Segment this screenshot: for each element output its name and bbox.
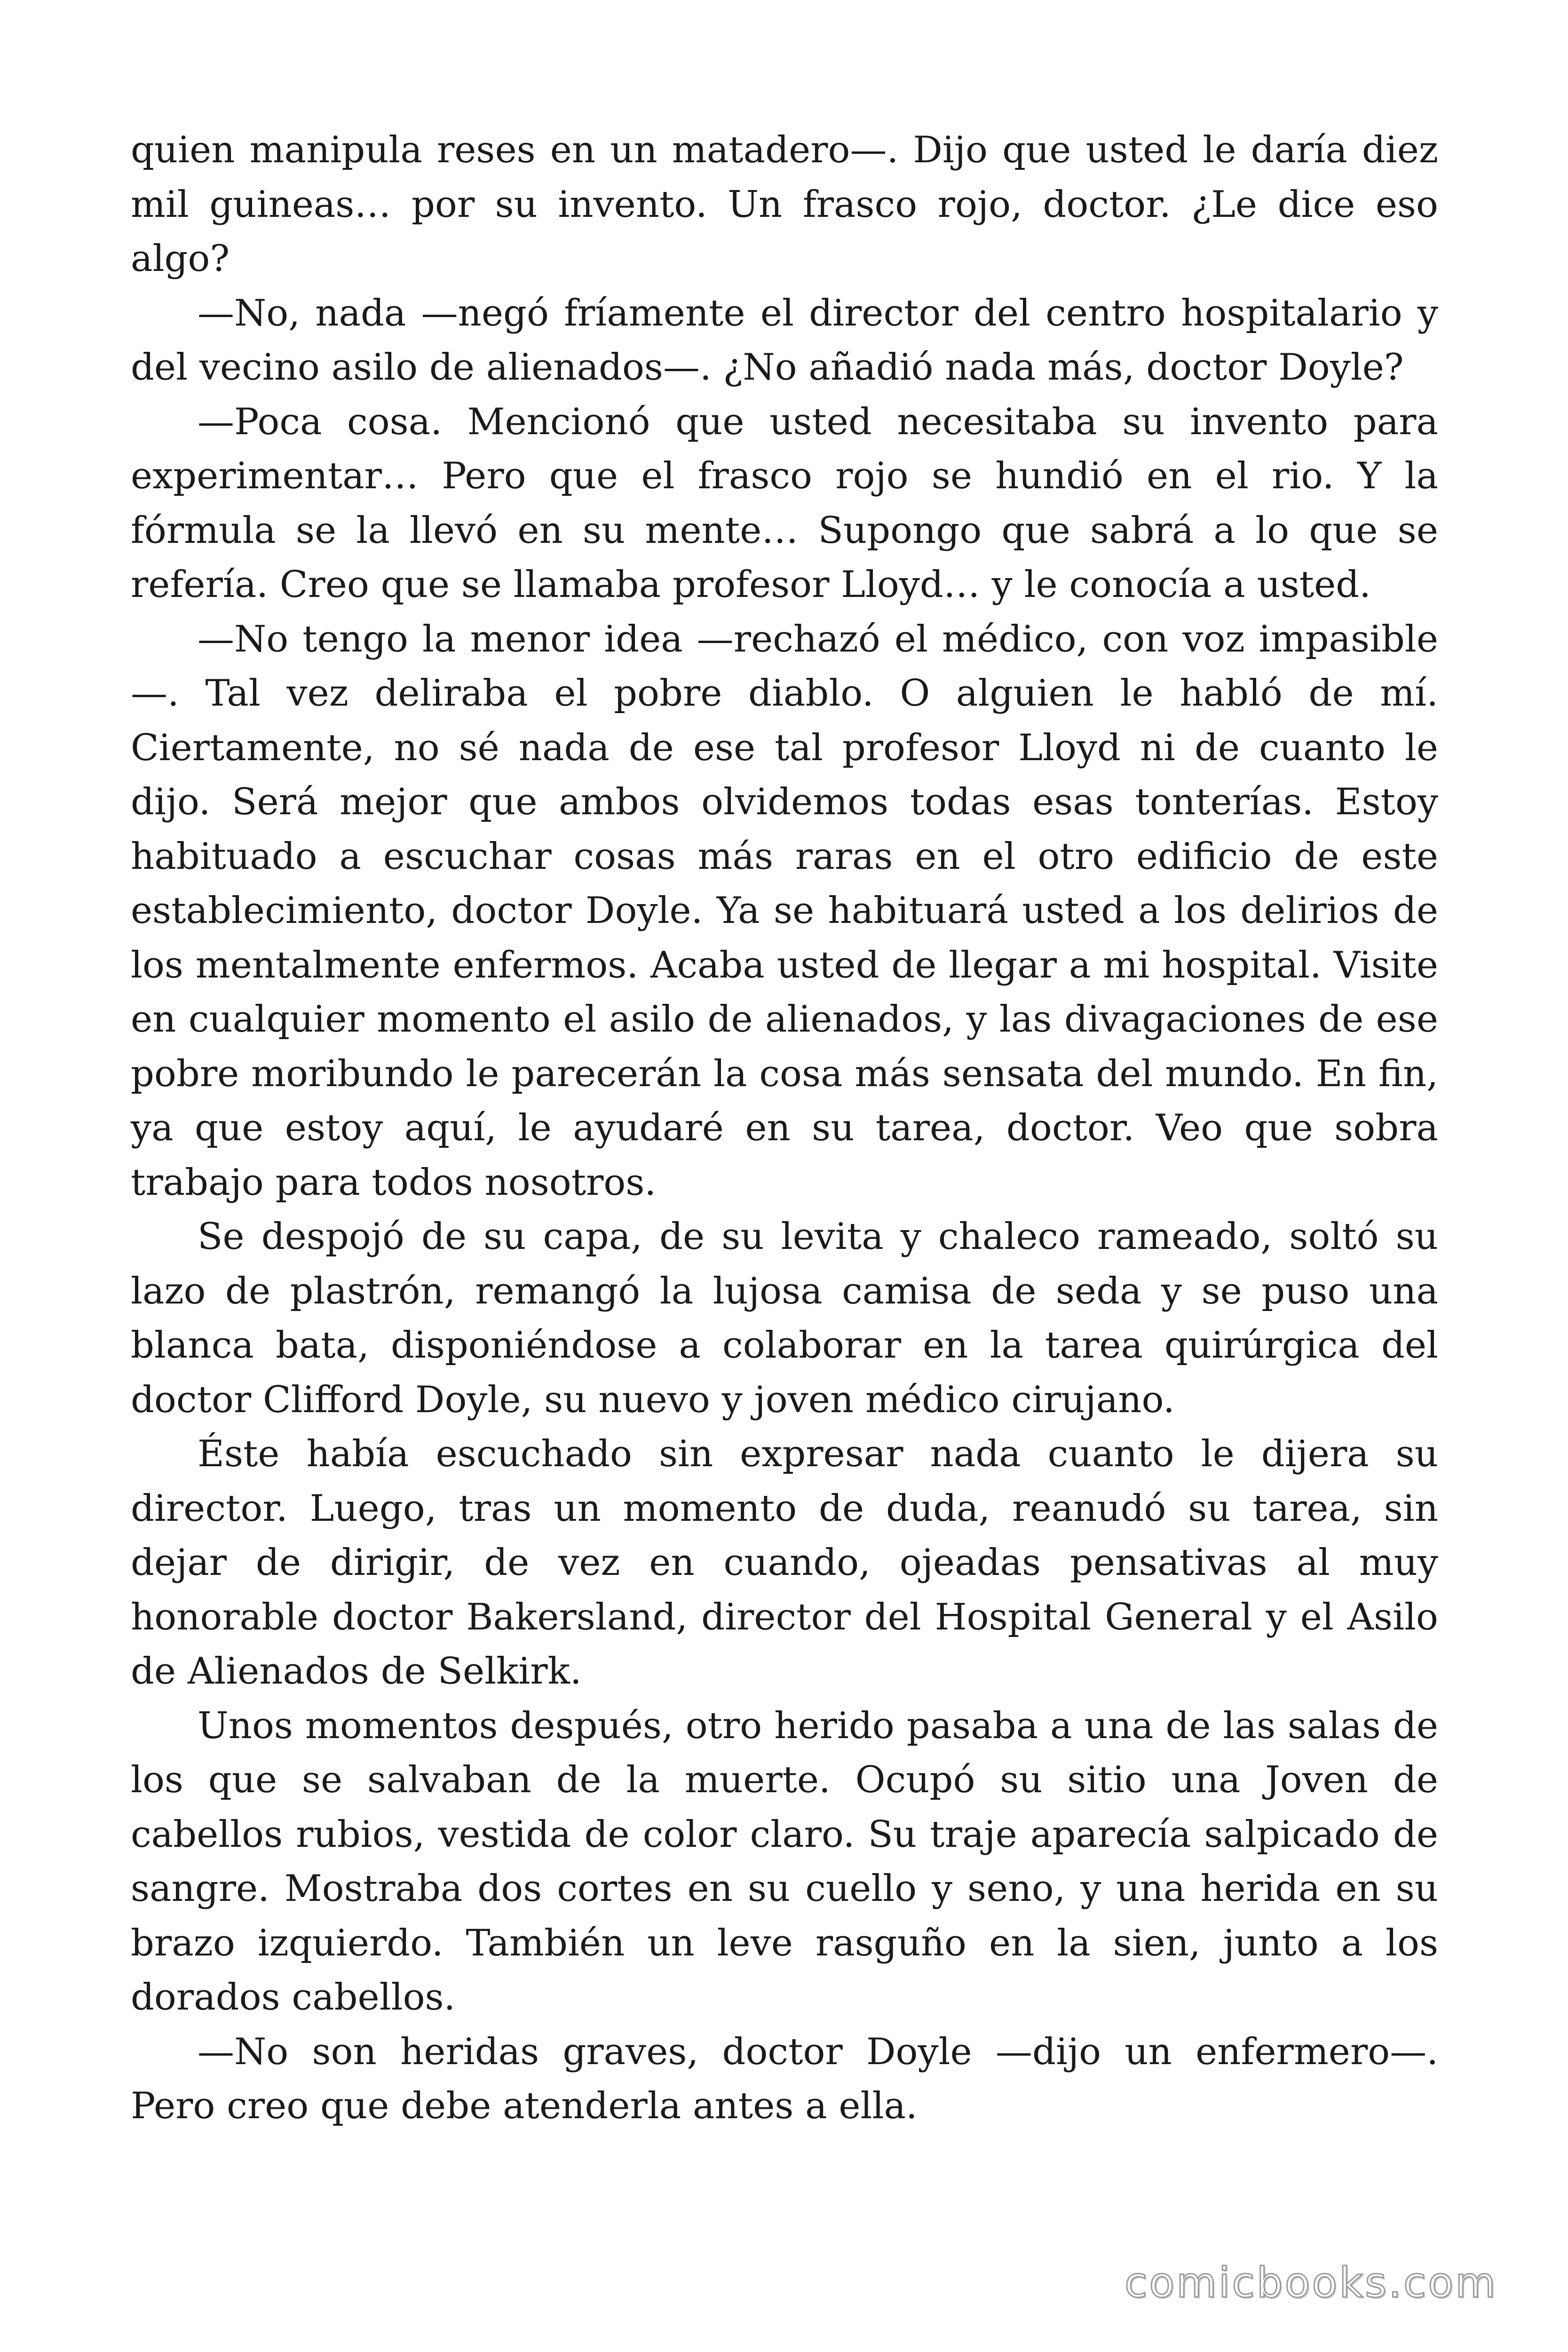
paragraph-5: Se despojó de su capa, de su levita y chaleco rameado, soltó su lazo de plastrón, remangó la lujosa camisa de seda y se puso una blanca bata, disponiéndose a colaborar en la tarea quirúrgica del doctor Clifford Doyle, su nuevo y joven médico cirujano.	[131, 1216, 1438, 1421]
paragraph-7: Unos momentos después, otro herido pasaba a una de las salas de los que se salvaban de la muerte. Ocupó su sitio una Joven de cabellos rubios, vestida de color claro. Su traje aparecía salpicado de sangre. Mostraba dos cortes en su cuello y seno, y una herida en su brazo izquierdo. También un leve rasguño en la sien, junto a los dorados cabellos.	[131, 1704, 1438, 2018]
paragraph-2: —No, nada —negó fríamente el director del centro hospitalario y del vecino asilo de alienados—. ¿No añadió nada más, doctor Doyle?	[131, 292, 1438, 389]
paragraph-1: quien manipula reses en un matadero—. Dijo que usted le daría diez mil guineas… por su invento. Un frasco rojo, doctor. ¿Le dice eso algo?	[131, 129, 1438, 280]
watermark: comicbooks.com	[1124, 2258, 1497, 2307]
paragraph-8: —No son heridas graves, doctor Doyle —dijo un enfermero—. Pero creo que debe atenderla antes a ella.	[131, 2030, 1438, 2127]
paragraph-6: Éste había escuchado sin expresar nada cuanto le dijera su director. Luego, tras un momento de duda, reanudó su tarea, sin dejar de dirigir, de vez en cuando, ojeadas pensativas al muy honorable doctor Bakersland, director del Hospital General y el Asilo de Alienados de Selkirk.	[131, 1433, 1438, 1692]
paragraph-4: —No tengo la menor idea —rechazó el médico, con voz impasible—. Tal vez deliraba el pobre diablo. O alguien le habló de mí. Ciertamente, no sé nada de ese tal profesor Lloyd ni de cuanto le dijo. Será mejor que ambos olvidemos todas esas tonterías. Estoy habituado a escuchar cosas más raras en el otro edificio de este establecimiento, doctor Doyle. Ya se habituará usted a los delirios de los mentalmente enfermos. Acaba usted de llegar a mi hospital. Visite en cualquier momento el asilo de alienados, y las divagaciones de ese pobre moribundo le parecerán la cosa más sensata del mundo. En fin, ya que estoy aquí, le ayudaré en su tarea, doctor. Veo que sobra trabajo para todos nosotros.	[131, 618, 1438, 1204]
paragraph-3: —Poca cosa. Mencionó que usted necesitaba su invento para experimentar… Pero que el frasco rojo se hundió en el rio. Y la fórmula se la llevó en su mente… Supongo que sabrá a lo que se refería. Creo que se llamaba profesor Lloyd… y le conocía a usted.	[131, 400, 1438, 606]
body-text	[131, 123, 1438, 2134]
